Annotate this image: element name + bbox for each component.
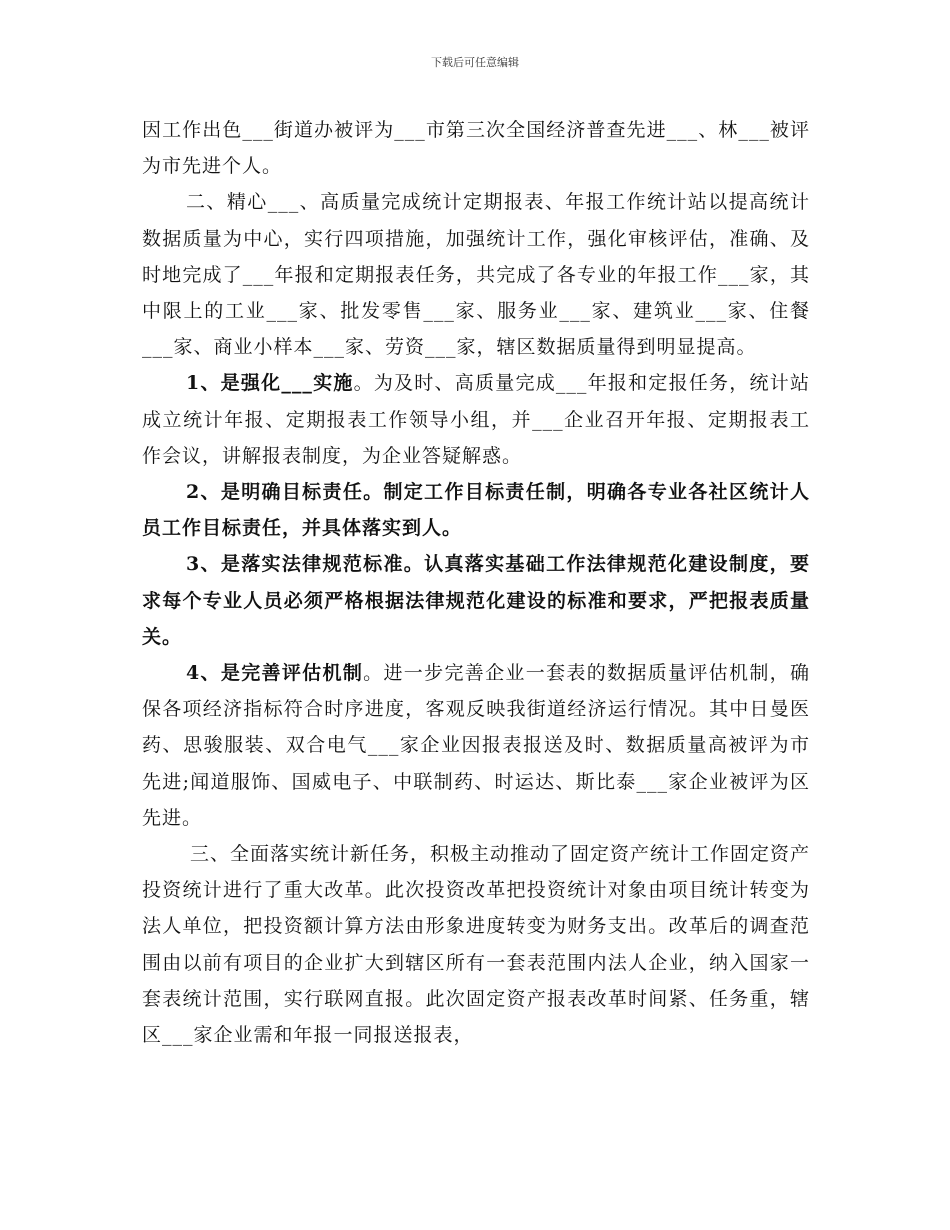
page-header: 下载后可任意编辑 [431, 56, 519, 69]
paragraph-text: 。为及时、高质量完成___年报和定报任务，统计站成立统计年报、定期报表工作领导小组，并___企业召开年报、定期报表工作会议，讲解报表制度，为企业答疑解惑。 [142, 372, 810, 467]
paragraph-section-two [142, 184, 810, 365]
document-body [142, 112, 810, 1053]
paragraph-section-three [142, 836, 810, 1053]
paragraph-text: 。进一步完善企业一套表的数据质量评估机制，确保各项经济指标符合时序进度，客观反映我街道经济运行情况。其中日曼医药、思骏服装、双合电气___家企业因报表报送及时、数据质量高被评为市先进;闻道服饰、国威电子、中联制药、时运达、斯比泰___家企业被评为区先进。 [142, 662, 810, 829]
item-heading: 4、是完善评估机制 [186, 662, 364, 685]
paragraph-item-1 [142, 365, 810, 474]
item-heading: 2、是明确目标责任。制定工作目标责任制，明确各专业各社区统计人员工作目标责任，并具体落实到人。 [142, 481, 810, 540]
paragraph-item-2 [142, 474, 810, 546]
paragraph-intro [142, 112, 810, 184]
paragraph-text: 三、全面落实统计新任务，积极主动推动了固定资产统计工作固定资产投资统计进行了重大改革。此次投资改革把投资统计对象由项目统计转变为法人单位，把投资额计算方法由形象进度转变为财务支出。改革后的调查范围由以前有项目的企业扩大到辖区所有一套表范围内法人企业，纳入国家一套表统计范围，实行联网直报。此次固定资产报表改革时间紧、任务重，辖区___家企业需和年报一同报送报表， [142, 843, 811, 1047]
paragraph-item-3 [142, 546, 810, 655]
paragraph-text: 二、精心___、高质量完成统计定期报表、年报工作统计站以提高统计数据质量为中心，实行四项措施，加强统计工作，强化审核评估，准确、及时地完成了___年报和定期报表任务，共完成了各专业的年报工作___家，其中限上的工业___家、批发零售___家、服务业___家、建筑业___家、住餐___家、商业小样本___家、劳资___家，辖区数据质量得到明显提高。 [142, 191, 810, 359]
item-heading: 1、是强化___实施 [186, 372, 354, 395]
item-heading: 3、是落实法律规范标准。认真落实基础工作法律规范化建设制度，要求每个专业人员必须严格根据法律规范化建设的标准和要求，严把报表质量关。 [142, 553, 810, 648]
paragraph-item-4 [142, 655, 810, 836]
paragraph-text: 因工作出色___街道办被评为___市第三次全国经济普查先进___、林___被评为市先进个人。 [142, 119, 810, 178]
